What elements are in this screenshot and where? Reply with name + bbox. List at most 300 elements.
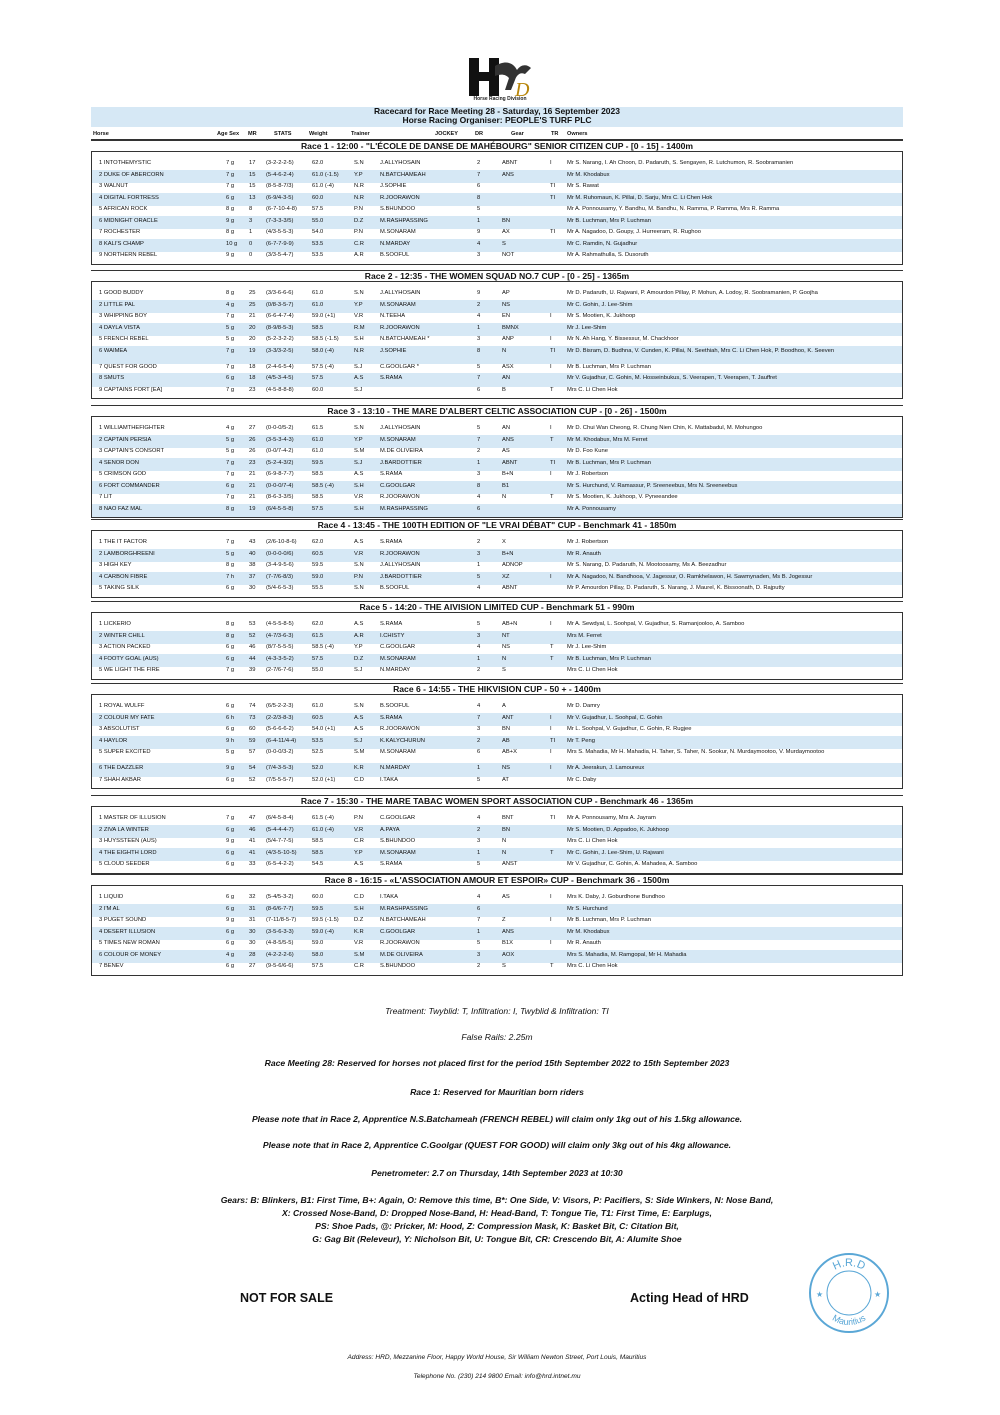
jockey: J.SOPHIE: [380, 347, 407, 354]
jockey: J.BARDOTTIER: [380, 459, 422, 466]
merit-rating: 26: [249, 436, 256, 443]
draw: 8: [477, 482, 481, 489]
jockey: S.BHUNDOO: [380, 963, 416, 969]
weight: 57.5: [312, 963, 324, 969]
treatment: TI: [550, 737, 556, 744]
merit-rating: 53: [249, 621, 256, 627]
merit-rating: 23: [249, 386, 256, 393]
stats: (0/8-3-5-7): [266, 301, 294, 308]
stats: (2-7/6-7-6): [266, 667, 294, 673]
race-title: Race 5 - 14:20 - THE AIVISION LIMITED CUP - Benchmark 51 - 990m: [91, 601, 903, 613]
weight: 52.0 (+1): [312, 776, 336, 783]
gear: BN: [502, 726, 511, 732]
horse-name: 6 WAIMEA: [99, 347, 128, 354]
weight: 61.0: [312, 448, 324, 454]
trainer: A.S: [354, 861, 364, 867]
jockey: J.ALLYHOSAIN: [380, 290, 421, 296]
horse-name: 2 CAPTAIN PERSIA: [99, 436, 152, 443]
race-entries: [91, 151, 903, 265]
weight: 55.5: [312, 585, 324, 591]
stats: (4/3-5-5-3): [266, 229, 294, 235]
horse-name: 1 LIQUID: [99, 894, 124, 900]
not-for-sale: NOT FOR SALE: [240, 1291, 334, 1305]
merit-rating: 21: [249, 482, 256, 489]
owners: Mr A. Nagadoo, N. Bandhooa, V. Jagessur, O. Ramkhelawon, H. Sawmynaden, Ms B. Jogessur: [567, 573, 813, 580]
treatment: T: [550, 436, 554, 443]
stats: (4-7/3-6-3): [266, 632, 294, 639]
stats: (4-3-3-5-2): [266, 655, 294, 662]
age-sex: 7 g: [226, 363, 235, 370]
weight: 59.0 (+1): [312, 313, 336, 319]
merit-rating: 31: [249, 917, 256, 923]
gear: ANST: [502, 861, 518, 867]
age-sex: 4 g: [226, 301, 235, 308]
owners: Mr S. Hurchund: [567, 905, 608, 912]
gear: AS: [502, 448, 510, 454]
age-sex: 6 g: [226, 894, 235, 900]
weight: 58.5 (-1.5): [312, 336, 339, 342]
gears-line-1: Gears: B: Blinkers, B1: First Time, B+: Again, O: Remove this time, B*: One Side, V: Visors, P: Pacifiers, S: Side Winkers, N: Nose Band,: [220, 1195, 774, 1205]
stats: (3-3/3-2-5): [266, 347, 294, 354]
weight: 53.5: [312, 737, 324, 744]
gear: S: [502, 667, 506, 673]
jockey: N.BATCHAMEAH: [380, 917, 426, 923]
owners: Mr D. Damry: [567, 703, 600, 709]
jockey: M.RASHPASSING: [380, 505, 428, 512]
horse-name: 1 GOOD BUDDY: [99, 290, 144, 296]
gear: AS: [502, 894, 510, 900]
owners: Mr C. Daby: [567, 776, 597, 783]
jockey: M.DE OLIVEIRA: [380, 448, 423, 454]
age-sex: 8 g: [226, 621, 235, 627]
age-sex: 6 g: [226, 375, 235, 381]
trainer: S.J: [354, 386, 363, 393]
weight: 61.0 (-4): [312, 826, 334, 833]
jockey: C.GOOLGAR: [380, 482, 416, 489]
gear: S: [502, 963, 506, 969]
gear: N: [502, 655, 507, 662]
trainer: V.R: [354, 550, 364, 557]
jockey: I.TAKA: [380, 776, 398, 783]
stats: (6/4-5-5-8): [266, 505, 294, 512]
trainer: N.R: [354, 183, 364, 189]
owners: Mr S. Narang, I. Ah Choon, D. Padaruth, S. Sengayen, R. Lutchumon, R. Soobramanien: [567, 160, 794, 166]
jockey: S.RAMA: [380, 861, 403, 867]
race-title: Race 1 - 12:00 - "L'ÉCOLE DE DANSE DE MAHÉBOURG" SENIOR CITIZEN CUP - [0 - 15] - 1400m: [91, 140, 903, 152]
trainer: V.R: [354, 313, 364, 319]
owners: Mr D. Padaruth, U. Rajwani, P. Amourdon Pillay, P. Mohun, A. Lodoy, R. Soobramanien, P. Goojha: [567, 290, 818, 296]
weight: 58.0: [312, 951, 324, 958]
draw: 7: [477, 436, 481, 443]
gear: BMNX: [502, 324, 519, 331]
merit-rating: 33: [249, 861, 256, 867]
trainer: S.J: [354, 737, 363, 744]
draw: 5: [477, 206, 481, 212]
merit-rating: 26: [249, 448, 256, 454]
gear: ANS: [502, 436, 514, 443]
trainer: P.N: [354, 206, 363, 212]
weight: 57.5 (-4): [312, 363, 334, 370]
horse-name: 2 DUKE OF ABERCORN: [99, 171, 164, 178]
owners: Mr A. Jeerakun, J. Lamoureux: [567, 765, 645, 771]
trainer: Y.P: [354, 171, 363, 178]
merit-rating: 27: [249, 963, 256, 969]
age-sex: 6 g: [226, 726, 235, 732]
merit-rating: 23: [249, 459, 256, 466]
merit-rating: 30: [249, 585, 256, 591]
trainer: S.N: [354, 703, 364, 709]
jockey: R.JOORAWON: [380, 324, 420, 331]
treatment: TI: [550, 194, 556, 201]
draw: 2: [477, 539, 481, 545]
jockey: S.BHUNDOO: [380, 838, 416, 844]
treatment: I: [550, 917, 552, 923]
horse-name: 5 CRIMSON GOD: [99, 471, 147, 477]
gear: NOT: [502, 252, 515, 258]
owners: Mrs S. Mahadia, Mr H. Mahadia, H. Taher, S. Taher, N. Sookur, N. Murdaymootoo, V. Murdaymootoo: [567, 749, 825, 755]
horse-name: 1 WILLIAMTHEFIGHTER: [99, 425, 165, 431]
gear: BN: [502, 217, 511, 224]
trainer: C.D: [354, 776, 364, 783]
draw: 8: [477, 347, 481, 354]
jockey: R.JOORAWON: [380, 194, 420, 201]
jockey: N.TEEHA: [380, 313, 406, 319]
race1-note: Race 1: Reserved for Mauritian born riders: [410, 1087, 584, 1097]
age-sex: 9 g: [226, 765, 235, 771]
stats: (5-4-6-2-4): [266, 171, 294, 178]
weight: 54.0: [312, 229, 324, 235]
horse-name: 4 HAYLOR: [99, 737, 128, 744]
weight: 57.5: [312, 655, 324, 662]
weight: 58.5 (-4): [312, 482, 334, 489]
trainer: A.S: [354, 471, 364, 477]
draw: 8: [477, 194, 481, 201]
trainer: S.M: [354, 749, 365, 755]
race-title: Race 7 - 15:30 - THE MARE TABAC WOMEN SPORT ASSOCIATION CUP - Benchmark 46 - 1365m: [91, 795, 903, 807]
stats: (4-5-5-8-5): [266, 621, 294, 627]
age-sex: 7 h: [226, 573, 235, 580]
age-sex: 8 g: [226, 290, 235, 296]
gear: NS: [502, 644, 511, 650]
merit-rating: 73: [249, 714, 256, 721]
treatment: TI: [550, 815, 556, 821]
horse-name: 8 SMUTS: [99, 375, 125, 381]
gear: A: [502, 703, 506, 709]
table-row: [92, 385, 902, 399]
owners: Mr S. Mootien, K. Jukhoop: [567, 313, 636, 319]
draw: 3: [477, 336, 481, 342]
owners: Mrs C. Li Chen Hok: [567, 838, 618, 844]
treatment: I: [550, 336, 552, 342]
treatment: I: [550, 894, 552, 900]
age-sex: 6 g: [226, 928, 235, 935]
col-stats: STATS: [274, 131, 292, 137]
jockey: J.ALLYHOSAIN: [380, 160, 421, 166]
jockey: C.GOOLGAR *: [380, 363, 419, 370]
stats: (8/7-5-5-5): [266, 644, 294, 650]
draw: 4: [477, 894, 481, 900]
treatment: I: [550, 363, 552, 370]
horse-name: 9 CAPTAINS FORT [EA]: [99, 386, 163, 393]
owners: Mr A. Ponnousamy, Mrs A. Jayram: [567, 815, 656, 821]
draw: 1: [477, 765, 481, 771]
age-sex: 5 g: [226, 448, 235, 454]
race-title: Race 6 - 14:55 - THE HIKVISION CUP - 50 + - 1400m: [91, 683, 903, 695]
trainer: S.N: [354, 562, 364, 568]
age-sex: 6 g: [226, 861, 235, 867]
horse-name: 1 MASTER OF ILLUSION: [99, 815, 166, 821]
jockey: S.RAMA: [380, 471, 403, 477]
age-sex: 8 g: [226, 206, 235, 212]
gear: NS: [502, 301, 511, 308]
draw: 1: [477, 849, 481, 856]
draw: 6: [477, 386, 481, 393]
draw: 1: [477, 459, 481, 466]
merit-rating: 17: [249, 160, 256, 166]
age-sex: 4 g: [226, 951, 235, 958]
trainer: P.N: [354, 229, 363, 235]
gears-line-3: PS: Shoe Pads, @: Pricker, M: Hood, Z: Compression Mask, K: Basket Bit, C: Citation Bit,: [315, 1221, 679, 1231]
owners: Mrs C. Li Chen Hok: [567, 963, 618, 969]
draw: 3: [477, 252, 481, 258]
stats: (4-2-2-2-6): [266, 951, 294, 958]
weight: 58.0 (-4): [312, 347, 334, 354]
col-gear: Gear: [511, 131, 524, 137]
merit-rating: 40: [249, 550, 256, 557]
horse-name: 6 THE DAZZLER: [99, 765, 144, 771]
horse-name: 2 WINTER CHILL: [99, 632, 145, 639]
weight: 60.0: [312, 894, 324, 900]
gear: ASX: [502, 363, 514, 370]
jockey: M.SONARAM: [380, 436, 416, 443]
table-row: [92, 504, 902, 518]
trainer: S.H: [354, 482, 364, 489]
race-title: Race 2 - 12:35 - THE WOMEN SQUAD NO.7 CUP - [0 - 25] - 1365m: [91, 270, 903, 282]
trainer: S.M: [354, 951, 365, 958]
jockey: I.CHISTY: [380, 632, 405, 639]
gear: ABNT: [502, 585, 518, 591]
horse-name: 4 FOOTY GOAL (AUS): [99, 655, 159, 662]
trainer: A.S: [354, 539, 364, 545]
owners: Mr D. Chui Wan Cheong, R. Chung Nien Chin, K. Mattabadul, M. Mohungoo: [567, 425, 763, 431]
stats: (8-6-3-3/5): [266, 494, 294, 500]
horse-name: 2 LITTLE PAL: [99, 301, 135, 308]
age-sex: 7 g: [226, 347, 235, 354]
jockey: N.MARDAY: [380, 765, 411, 771]
jockey: J.SOPHIE: [380, 183, 407, 189]
col-tr: TR: [551, 131, 559, 137]
age-sex: 9 g: [226, 838, 235, 844]
age-sex: 6 g: [226, 905, 235, 912]
stamp-star-left: ★: [816, 1290, 824, 1299]
age-sex: 7 g: [226, 471, 235, 477]
age-sex: 10 g: [226, 240, 238, 247]
treatment: TI: [550, 229, 556, 235]
merit-rating: 20: [249, 324, 256, 331]
reserved-note: Race Meeting 28: Reserved for horses not placed first for the period 15th September 2022 to 15th September 2023: [264, 1058, 730, 1068]
age-sex: 6 g: [226, 963, 235, 969]
race-entries: [91, 885, 903, 976]
race-entries: [91, 806, 903, 874]
weight: 58.5: [312, 849, 324, 856]
owners: Mr S. Narang, D. Padaruth, N. Mootoosamy, Ms A. Beezadhur: [567, 562, 727, 568]
weight: 61.0 (-1.5): [312, 171, 339, 178]
horse-name: 7 BENEV: [99, 963, 124, 969]
trainer: A.S: [354, 621, 364, 627]
horse-name: 4 DIGITAL FORTRESS: [99, 194, 159, 201]
draw: 5: [477, 940, 481, 946]
age-sex: 6 g: [226, 776, 235, 783]
horse-name: 5 CLOUD SEEDER: [99, 861, 150, 867]
stamp-top-text: H.R.D: [831, 1257, 867, 1273]
jockey: S.RAMA: [380, 621, 403, 627]
merit-rating: 18: [249, 363, 256, 370]
draw: 2: [477, 826, 481, 833]
stamp-bottom-text: Mauritius: [830, 1312, 868, 1328]
horse-name: 1 INTOTHEMYSTIC: [99, 160, 152, 166]
weight: 61.0 (-4): [312, 183, 334, 189]
jockey: C.GOOLGAR: [380, 815, 416, 821]
treatment: I: [550, 425, 552, 431]
weight: 58.5: [312, 494, 324, 500]
merit-rating: 20: [249, 336, 256, 342]
age-sex: 8 g: [226, 562, 235, 568]
weight: 60.0: [312, 194, 324, 201]
horse-name: 7 LIT: [99, 494, 113, 500]
weight: 58.5: [312, 471, 324, 477]
jockey: N.MARDAY: [380, 667, 411, 673]
owners: Mr V. Gujadhur, C. Gohin, A. Mahadea, A. Samboo: [567, 861, 698, 867]
draw: 5: [477, 363, 481, 370]
stats: (2-4-6-5-4): [266, 363, 294, 370]
gear: ABNT: [502, 160, 518, 166]
penetrometer-note: Penetrometer: 2.7 on Thursday, 14th September 2023 at 10:30: [371, 1168, 623, 1178]
draw: 6: [477, 749, 481, 755]
age-sex: 5 g: [226, 749, 235, 755]
stats: (6-4-11/4-4): [266, 737, 297, 744]
gear: ANS: [502, 928, 514, 935]
owners: Mr J. Lee-Shim: [567, 324, 607, 331]
weight: 52.0: [312, 765, 324, 771]
jockey: R.JOORAWON: [380, 550, 420, 557]
treatment: TI: [550, 347, 556, 354]
merit-rating: 41: [249, 838, 256, 844]
jockey: B.SOOFUL: [380, 252, 410, 258]
apprentice-note-2: Please note that in Race 2, Apprentice C.Goolgar (QUEST FOR GOOD) will claim only 3kg out of his 4kg allowance.: [262, 1140, 732, 1150]
trainer: C.D: [354, 894, 364, 900]
weight: 61.0: [312, 301, 324, 308]
age-sex: 4 g: [226, 425, 235, 431]
jockey: R.JOORAWON: [380, 494, 420, 500]
jockey: J.ALLYHOSAIN: [380, 425, 421, 431]
weight: 62.0: [312, 160, 324, 166]
draw: 4: [477, 703, 481, 709]
gear: AT: [502, 776, 509, 783]
trainer: C.R: [354, 963, 364, 969]
draw: 3: [477, 632, 481, 639]
treatment: TI: [550, 183, 556, 189]
age-sex: 7 g: [226, 459, 235, 466]
gear: B1X: [502, 940, 513, 946]
horse-name: 3 ABSOLUTIST: [99, 726, 140, 732]
jockey: M.SONARAM: [380, 849, 416, 856]
horse-name: 2 ZIVA LA WINTER: [99, 826, 149, 833]
stats: (5-2-4-3/2): [266, 459, 294, 466]
trainer: V.R: [354, 940, 364, 946]
horse-name: 5 WE LIGHT THE FIRE: [99, 667, 160, 673]
draw: 1: [477, 324, 481, 331]
jockey: R.JOORAWON: [380, 726, 420, 732]
age-sex: 7 g: [226, 494, 235, 500]
race-title: Race 3 - 13:10 - THE MARE D'ALBERT CELTIC ASSOCIATION CUP - [0 - 26] - 1500m: [91, 405, 903, 417]
weight: 57.5: [312, 505, 324, 512]
stats: (6-9-8-7-7): [266, 471, 294, 477]
merit-rating: 37: [249, 573, 256, 580]
draw: 3: [477, 951, 481, 958]
weight: 57.5: [312, 375, 324, 381]
trainer: S.N: [354, 425, 364, 431]
stats: (3/3-6-6-6): [266, 290, 294, 296]
stats: (0-0-0-0/6): [266, 550, 294, 557]
stats: (9-5-6/6-6): [266, 963, 294, 969]
horse-name: 5 SUPER EXCITED: [99, 749, 151, 755]
gear: AN: [502, 375, 511, 381]
col-dr: DR: [475, 131, 484, 137]
weight: 59.0: [312, 940, 324, 946]
address: Address: HRD, Mezzanine Floor, Happy World House, Sir William Newton Street, Port Louis, Mauritius: [347, 1354, 647, 1361]
trainer: K.R: [354, 765, 364, 771]
treatment: T: [550, 963, 554, 969]
draw: 2: [477, 160, 481, 166]
owners: Mr S. Rawat: [567, 183, 599, 189]
horse-name: 5 AFRICAN ROCK: [99, 206, 148, 212]
age-sex: 9 h: [226, 737, 235, 744]
draw: 2: [477, 963, 481, 969]
trainer: P.N: [354, 573, 363, 580]
horse-name: 8 KALI'S CHAMP: [99, 240, 144, 247]
owners: Mr A. Nagadoo, D. Goupy, J. Hurreeram, R. Rughoo: [567, 229, 701, 235]
owners: Mr C. Gohin, J. Lee-Shim, U. Rajwani: [567, 849, 664, 856]
gear: ANT: [502, 714, 514, 721]
draw: 4: [477, 815, 481, 821]
horse-name: 4 THE EIGHTH LORD: [99, 849, 157, 856]
stats: (0-0/7-4-2): [266, 448, 294, 454]
trainer: P.N: [354, 815, 363, 821]
horse-name: 7 QUEST FOR GOOD: [99, 363, 157, 370]
gear: B+N: [502, 471, 514, 477]
owners: Mr S. Mootien, K. Jukhoop, V. Pyneeandee: [567, 494, 678, 500]
treatment: I: [550, 471, 552, 477]
trainer: A.R: [354, 632, 364, 639]
trainer: S.N: [354, 585, 364, 591]
weight: 52.5: [312, 749, 324, 755]
stats: (6-7-10-4-8): [266, 206, 297, 212]
merit-rating: 13: [249, 194, 256, 201]
age-sex: 6 g: [226, 655, 235, 662]
draw: 5: [477, 573, 481, 580]
col-mr: MR: [248, 131, 257, 137]
treatment: T: [550, 386, 554, 393]
gear: Z: [502, 917, 506, 923]
table-row: [92, 859, 902, 873]
merit-rating: 54: [249, 765, 256, 771]
owners: Mr T. Peng: [567, 737, 595, 744]
trainer: D.Z: [354, 655, 364, 662]
horse-name: 2 I'M AL: [99, 905, 120, 912]
race-entries: [91, 530, 903, 598]
owners: Mr D. Bisram, D. Budhna, V. Cunden, K. Pillai, N. Seethiah, Mrs C. Li Chen Hok, P. Boodhoo, K. Seeven: [567, 347, 835, 354]
table-row: [92, 775, 902, 789]
